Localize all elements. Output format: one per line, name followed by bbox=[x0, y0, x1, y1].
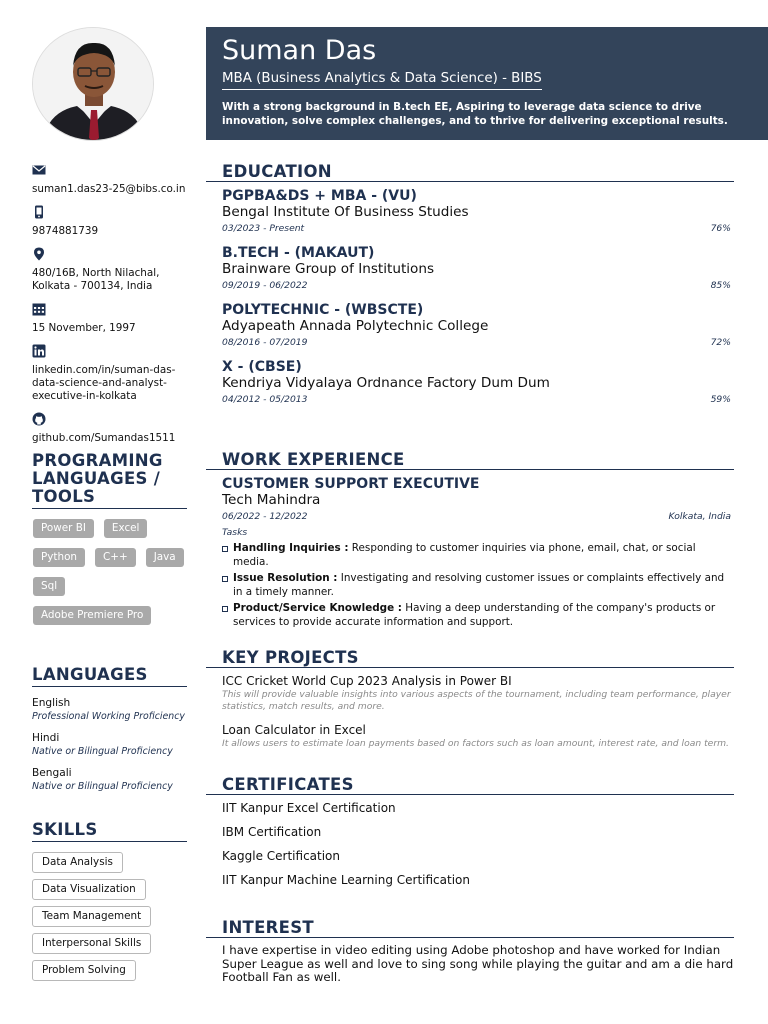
tool-tag: Sql bbox=[33, 577, 65, 596]
work-section bbox=[222, 450, 734, 629]
skill-tag: Interpersonal Skills bbox=[32, 933, 151, 954]
email-icon bbox=[32, 163, 46, 177]
education-dates: 04/2012 - 05/2013 bbox=[222, 394, 308, 405]
education-degree: PGPBA&DS + MBA - (VU) bbox=[222, 188, 417, 204]
tool-tag: Java bbox=[146, 548, 184, 567]
tool-tag: Power BI bbox=[33, 519, 94, 538]
task-item bbox=[222, 572, 734, 599]
certificate-item: IIT Kanpur Machine Learning Certification bbox=[222, 873, 470, 887]
phone-text: 9874881739 bbox=[32, 225, 99, 237]
candidate-name: Suman Das bbox=[222, 35, 377, 66]
linkedin-link[interactable]: linkedin.com/in/suman-das-data-science-and-analyst-executive-in-kolkata bbox=[32, 364, 176, 402]
contact-github bbox=[32, 412, 188, 445]
tools-title: PROGRAMING LANGUAGES / TOOLS bbox=[32, 452, 187, 509]
education-item bbox=[222, 302, 734, 349]
education-score: 59% bbox=[710, 394, 731, 405]
square-bullet-icon bbox=[222, 546, 228, 552]
education-score: 85% bbox=[710, 280, 731, 291]
language-name: Bengali bbox=[32, 767, 72, 779]
project-name: ICC Cricket World Cup 2023 Analysis in Power BI bbox=[222, 674, 512, 688]
tool-tag: C++ bbox=[95, 548, 136, 567]
skills-title: SKILLS bbox=[32, 821, 187, 842]
interest-text: I have expertise in video editing using Adobe photoshop and have worked for Indian Super League as well and love to sing song while playing the guitar and am a die hard Football Fan as well. bbox=[222, 943, 734, 984]
linkedin-icon bbox=[32, 344, 46, 358]
education-institution: Brainware Group of Institutions bbox=[222, 261, 435, 277]
skill-tag: Data Analysis bbox=[32, 852, 123, 873]
education-institution: Adyapeath Annada Polytechnic College bbox=[222, 318, 489, 334]
project-description: It allows users to estimate loan payments based on factors such as loan amount, interest rate, and loan term. bbox=[222, 738, 729, 749]
education-degree: POLYTECHNIC - (WBSCTE) bbox=[222, 302, 424, 318]
project-item bbox=[222, 723, 734, 750]
education-dates: 08/2016 - 07/2019 bbox=[222, 337, 308, 348]
language-level: Professional Working Proficiency bbox=[32, 711, 185, 722]
certificate-item: IIT Kanpur Excel Certification bbox=[222, 801, 396, 815]
task-label: Handling Inquiries : bbox=[233, 542, 349, 554]
education-section bbox=[222, 162, 734, 416]
education-score: 76% bbox=[710, 223, 731, 234]
task-item bbox=[222, 542, 734, 569]
job-dates: 06/2022 - 12/2022 bbox=[222, 511, 308, 522]
contact-dob bbox=[32, 302, 188, 335]
github-link[interactable]: github.com/Sumandas1511 bbox=[32, 432, 176, 444]
calendar-icon bbox=[32, 302, 46, 316]
certificates-section bbox=[222, 775, 734, 897]
project-description: This will provide valuable insights into various aspects of the tournament, including team performance, player statistics, match results, and more. bbox=[222, 689, 731, 712]
education-degree: X - (CBSE) bbox=[222, 359, 302, 375]
language-level: Native or Bilingual Proficiency bbox=[32, 746, 173, 757]
task-text: Investigating and resolving customer issues or complaints effectively and in a timely manner. bbox=[233, 572, 725, 598]
email-text[interactable]: suman1.das23-25@bibs.co.in bbox=[32, 183, 186, 195]
projects-title: KEY PROJECTS bbox=[206, 648, 734, 668]
education-score: 72% bbox=[710, 337, 731, 348]
project-item bbox=[222, 674, 734, 713]
certificates-title: CERTIFICATES bbox=[206, 775, 734, 795]
language-level: Native or Bilingual Proficiency bbox=[32, 781, 173, 792]
tasks-label: Tasks bbox=[222, 527, 248, 538]
projects-section bbox=[222, 648, 734, 760]
person-portrait-icon bbox=[33, 28, 154, 141]
contact-list bbox=[32, 163, 188, 454]
language-item bbox=[32, 697, 187, 723]
tools-section bbox=[32, 452, 187, 625]
education-item bbox=[222, 359, 734, 406]
task-label: Issue Resolution : bbox=[233, 572, 338, 584]
skills-section bbox=[32, 821, 187, 981]
certificate-item: Kaggle Certification bbox=[222, 849, 341, 863]
tool-tag: Excel bbox=[104, 519, 148, 538]
square-bullet-icon bbox=[222, 606, 228, 612]
candidate-degree: MBA (Business Analytics & Data Science) - BIBS bbox=[222, 70, 542, 90]
interest-title: INTEREST bbox=[206, 918, 734, 938]
candidate-summary: With a strong background in B.tech EE, Aspiring to leverage data science to drive innovation, solve complex challenges, and to thrive for delivering exceptional results. bbox=[222, 101, 728, 127]
skill-list bbox=[32, 852, 187, 981]
resume-header bbox=[206, 27, 768, 140]
github-icon bbox=[32, 412, 46, 426]
skill-tag: Data Visualization bbox=[32, 879, 146, 900]
skill-tag: Team Management bbox=[32, 906, 151, 927]
education-item bbox=[222, 188, 734, 235]
language-item bbox=[32, 767, 187, 793]
education-dates: 09/2019 - 06/2022 bbox=[222, 280, 308, 291]
contact-phone bbox=[32, 205, 188, 238]
language-item bbox=[32, 732, 187, 758]
profile-photo bbox=[32, 27, 154, 141]
languages-title: LANGUAGES bbox=[32, 666, 187, 687]
language-name: Hindi bbox=[32, 732, 60, 744]
tools-tag-list bbox=[32, 519, 187, 625]
task-item bbox=[222, 602, 734, 629]
task-label: Product/Service Knowledge : bbox=[233, 602, 402, 614]
tool-tag: Python bbox=[33, 548, 85, 567]
education-item bbox=[222, 245, 734, 292]
contact-email bbox=[32, 163, 188, 196]
phone-icon bbox=[32, 205, 46, 219]
skill-tag: Problem Solving bbox=[32, 960, 136, 981]
task-text: Responding to customer inquiries via phone, email, chat, or social media. bbox=[233, 542, 696, 568]
square-bullet-icon bbox=[222, 576, 228, 582]
languages-section bbox=[32, 666, 187, 802]
interest-section bbox=[222, 918, 734, 985]
education-title: EDUCATION bbox=[206, 162, 734, 182]
education-institution: Kendriya Vidyalaya Ordnance Factory Dum Dum bbox=[222, 375, 550, 391]
education-degree: B.TECH - (MAKAUT) bbox=[222, 245, 375, 261]
certificate-item: IBM Certification bbox=[222, 825, 322, 839]
tool-tag: Adobe Premiere Pro bbox=[33, 606, 151, 625]
job-title: CUSTOMER SUPPORT EXECUTIVE bbox=[222, 476, 480, 492]
contact-address bbox=[32, 247, 188, 293]
job-location: Kolkata, India bbox=[668, 511, 731, 522]
dob-text: 15 November, 1997 bbox=[32, 322, 136, 334]
location-pin-icon bbox=[32, 247, 46, 261]
contact-linkedin bbox=[32, 344, 188, 403]
address-text: 480/16B, North Nilachal, Kolkata - 700134, India bbox=[32, 267, 160, 292]
job-company: Tech Mahindra bbox=[222, 492, 321, 508]
task-text: Having a deep understanding of the company's products or services to provide accurate information and support. bbox=[233, 602, 716, 628]
language-name: English bbox=[32, 697, 71, 709]
education-dates: 03/2023 - Present bbox=[222, 223, 305, 234]
work-title: WORK EXPERIENCE bbox=[206, 450, 734, 470]
project-name: Loan Calculator in Excel bbox=[222, 723, 366, 737]
education-institution: Bengal Institute Of Business Studies bbox=[222, 204, 469, 220]
